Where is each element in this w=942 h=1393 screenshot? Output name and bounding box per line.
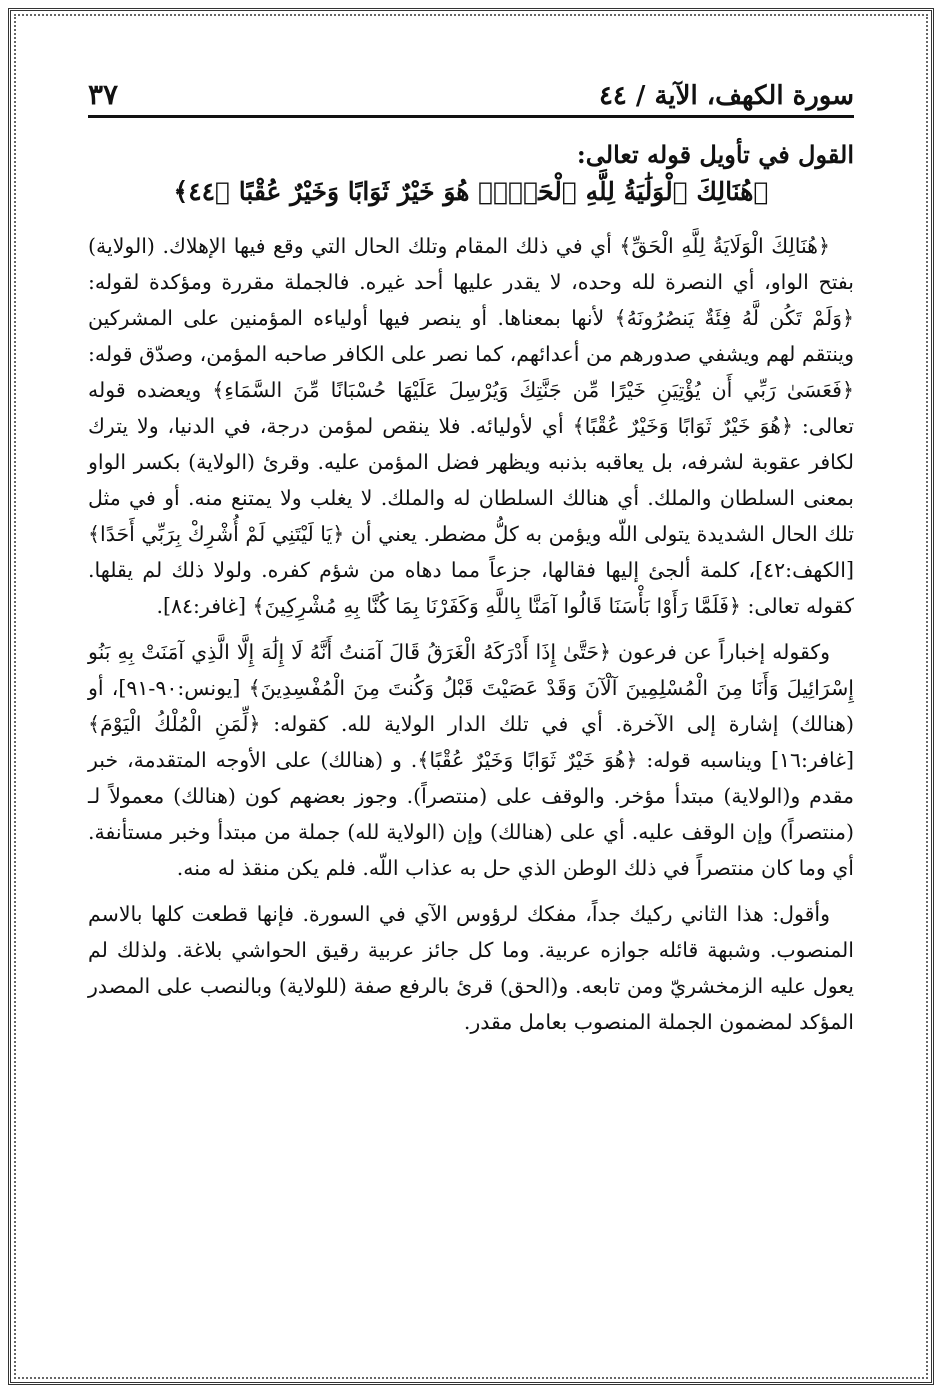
paragraph: وأقول: هذا الثاني ركيك جداً، مفكك لرؤوس الآي في السورة. فإنها قطعت كلها بالاسم المنصوب. وشبهة قائله جوازه عربية. وما كل جائز عربية رقيق الحواشي بلاغة. ولذلك لم يعول عليه الزمخشريّ ومن تابعه. و(الحق) قرئ بالرفع صفة (للولاية) وبالنصب على المصدر المؤكد لمضمون الجملة المنصوب بعامل مقدر. <box>88 902 854 1034</box>
running-head: سورة الكهف، الآية / ٤٤ <box>598 81 854 111</box>
page-header <box>88 72 854 118</box>
section-heading: القول في تأويل قوله تعالى: <box>576 140 854 169</box>
page-body <box>88 140 854 1050</box>
paragraph: ﴿هُنَالِكَ الْوَلَايَةُ لِلَّهِ الْحَقِّ﴾ أي في ذلك المقام وتلك الحال التي وقع فيها الإهلاك. (الولاية) بفتح الواو، أي النصرة لله وحده، لا يقدر عليها أحد غيره. فالجملة مقررة ومؤكدة لقوله: ﴿وَلَمْ تَكُن لَّهُ فِئَةٌ يَنصُرُونَهُ﴾ لأنها بمعناها. أو ينصر فيها أولياءه المؤمنين على المشركين وينتقم لهم ويشفي صدورهم من أعدائهم، كما نصر على الكافر صاحبه المؤمن، وصدّق قوله: ﴿فَعَسَىٰ رَبِّي أَن يُؤْتِيَنِ خَيْرًا مِّن جَنَّتِكَ وَيُرْسِلَ عَلَيْهَا حُسْبَانًا مِّنَ السَّمَاءِ﴾ ويعضده قوله تعالى: ﴿هُوَ خَيْرٌ ثَوَابًا وَخَيْرٌ عُقْبًا﴾ أي لأوليائه. فلا ينقص لمؤمن درجة، في الدنيا، ولا يترك لكافر عقوبة لشرفه، بل يعاقبه بذنبه ويظهر فضل المؤمن عليه. وقرئ (الولاية) بكسر الواو بمعنى السلطان والملك. أي هنالك السلطان له والملك. لا يغلب ولا يمتنع منه. أو في مثل تلك الحال الشديدة يتولى اللّه ويؤمن به كلُّ مضطر. يعني أن ﴿يَا لَيْتَنِي لَمْ أُشْرِكْ بِرَبِّي أَحَدًا﴾ [الكهف:٤٢]، كلمة ألجئ إليها فقالها، جزعاً مما دهاه من شؤم كفره. ولولا ذلك لم يقلها. كقوله تعالى: ﴿فَلَمَّا رَأَوْا بَأْسَنَا قَالُوا آمَنَّا بِاللَّهِ وَكَفَرْنَا بِمَا كُنَّا بِهِ مُشْرِكِينَ﴾ [غافر:٨٤]. <box>88 234 854 618</box>
paragraph: وكقوله إخباراً عن فرعون ﴿حَتَّىٰ إِذَا أَدْرَكَهُ الْغَرَقُ قَالَ آمَنتُ أَنَّهُ لَا إِلَٰهَ إِلَّا الَّذِي آمَنَتْ بِهِ بَنُو إِسْرَائِيلَ وَأَنَا مِنَ الْمُسْلِمِينَ آلْآنَ وَقَدْ عَصَيْتَ قَبْلُ وَكُنتَ مِنَ الْمُفْسِدِينَ﴾ [يونس:٩٠-٩١]، أو (هنالك) إشارة إلى الآخرة. أي في تلك الدار الولاية لله. كقوله: ﴿لِّمَنِ الْمُلْكُ الْيَوْمَ﴾ [غافر:١٦] ويناسبه قوله: ﴿هُوَ خَيْرٌ ثَوَابًا وَخَيْرٌ عُقْبًا﴾. و (هنالك) على الأوجه المتقدمة، خبر مقدم و(الولاية) مبتدأ مؤخر. والوقف على (منتصراً). وجوز بعضهم كون (هنالك) معمولاً لـ (منتصراً) وإن الوقف عليه. أي على (هنالك) وإن (الولاية لله) جملة من مبتدأ وخبر مستأنفة. أي وما كان منتصراً في ذلك الوطن الذي حل به عذاب اللّه. فلم يكن منقذ له منه. <box>88 640 854 880</box>
verse-heading: ﴿هُنَالِكَ ٱلْوَلَٰيَةُ لِلَّهِ ٱلْحَقِّۚ هُوَ خَيْرٌ ثَوَابًا وَخَيْرٌ عُقْبًا ﴿٤٤﴾ <box>173 177 769 206</box>
page-number: ٣٧ <box>88 78 119 111</box>
